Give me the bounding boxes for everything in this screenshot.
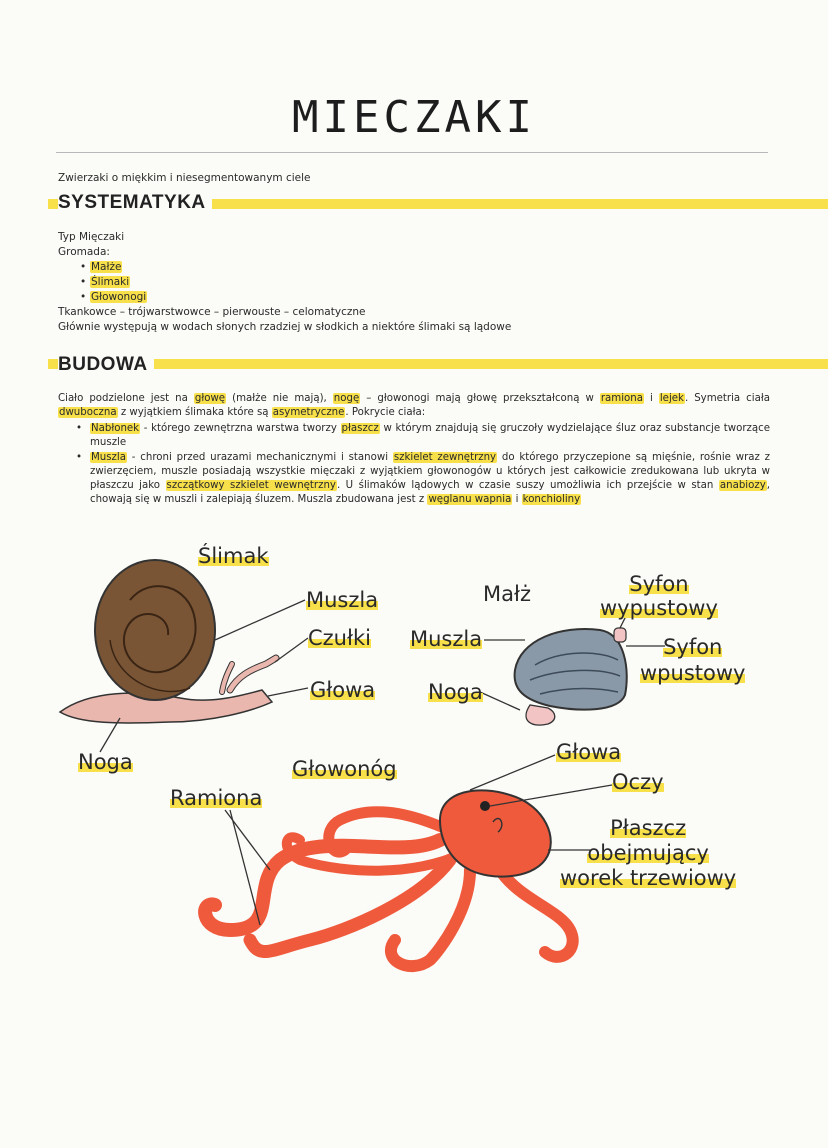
clam-label-syfon-wypustowy: Syfon wypustowy bbox=[600, 572, 718, 620]
clam-title: Małż bbox=[483, 582, 531, 606]
gromada-label: Gromada: bbox=[58, 246, 110, 258]
octopus-title: Głowonóg bbox=[292, 757, 397, 781]
tkankowce-line: Tkankowce – trójwarstwowce – pierwouste – celomatyczne bbox=[58, 306, 366, 318]
octopus-label-oczy: Oczy bbox=[612, 770, 664, 794]
octopus-label-ramiona: Ramiona bbox=[170, 786, 263, 810]
budowa-intro: Ciało podzielone jest na głowę (małże nie mają), nogę – głowonogi mają głowę przekształconą w ramiona i lejek. Symetria ciała dwuboczna z wyjątkiem ślimaka które są asymetryczne. Pokrycie ciała: bbox=[58, 393, 770, 418]
list-item: • Nabłonek - którego zewnętrzna warstwa tworzy płaszcz w którym znajdują się gruczoły wydzielające śluz oraz substancje tworzące muszle bbox=[58, 422, 770, 450]
budowa-heading: BUDOWA bbox=[58, 354, 154, 376]
intro-text: Zwierzaki o miękkim i niesegmentowanym ciele bbox=[58, 172, 311, 184]
page-title: MIECZAKI bbox=[292, 92, 536, 143]
list-item: • Małże bbox=[58, 260, 778, 275]
list-item: • Głowonogi bbox=[58, 290, 778, 305]
list-item: • Muszla - chroni przed urazami mechanicznymi i stanowi szkielet zewnętrzny do którego przyczepione są mięśnie, rośnie wraz z zwierzęciem, muszle posiadają wszystkie mięczaki z wyjątkiem głowonogów u których jest całkowicie zredukowana lub ukryta w płaszczu jako szczątkowy szkielet wewnętrzny. U ślimaków lądowych w czasie suszy umożliwia ich przejście w stan anabiozy, chowają się w muszli i zalepiają śluzem. Muszla zbudowana jest z węglanu wapnia i konchioliny bbox=[58, 451, 770, 507]
snail-drawing bbox=[60, 560, 276, 723]
clam-label-syfon-wpustowy: Syfon wpustowy bbox=[640, 635, 746, 685]
clam-label-noga: Noga bbox=[428, 680, 483, 704]
clam-drawing bbox=[515, 628, 627, 725]
snail-title: Ślimak bbox=[198, 544, 269, 568]
snail-label-glowa: Głowa bbox=[310, 678, 376, 702]
octopus-label-glowa: Głowa bbox=[556, 740, 622, 764]
octopus-label-plaszcz: Płaszcz obejmujący worek trzewiowy bbox=[560, 816, 737, 890]
snail-label-czulki: Czułki bbox=[308, 626, 371, 650]
typ-line: Typ Mięczaki bbox=[58, 231, 125, 243]
systematyka-heading: SYSTEMATYKA bbox=[58, 192, 212, 214]
snail-label-muszla: Muszla bbox=[306, 588, 379, 612]
snail-label-noga: Noga bbox=[78, 750, 133, 774]
list-item: • Ślimaki bbox=[58, 275, 778, 290]
octopus-body bbox=[440, 790, 551, 876]
wystepowanie-line: Głównie występują w wodach słonych rzadziej w słodkich a niektóre ślimaki są lądowe bbox=[58, 321, 512, 333]
clam-label-muszla: Muszla bbox=[410, 627, 483, 651]
